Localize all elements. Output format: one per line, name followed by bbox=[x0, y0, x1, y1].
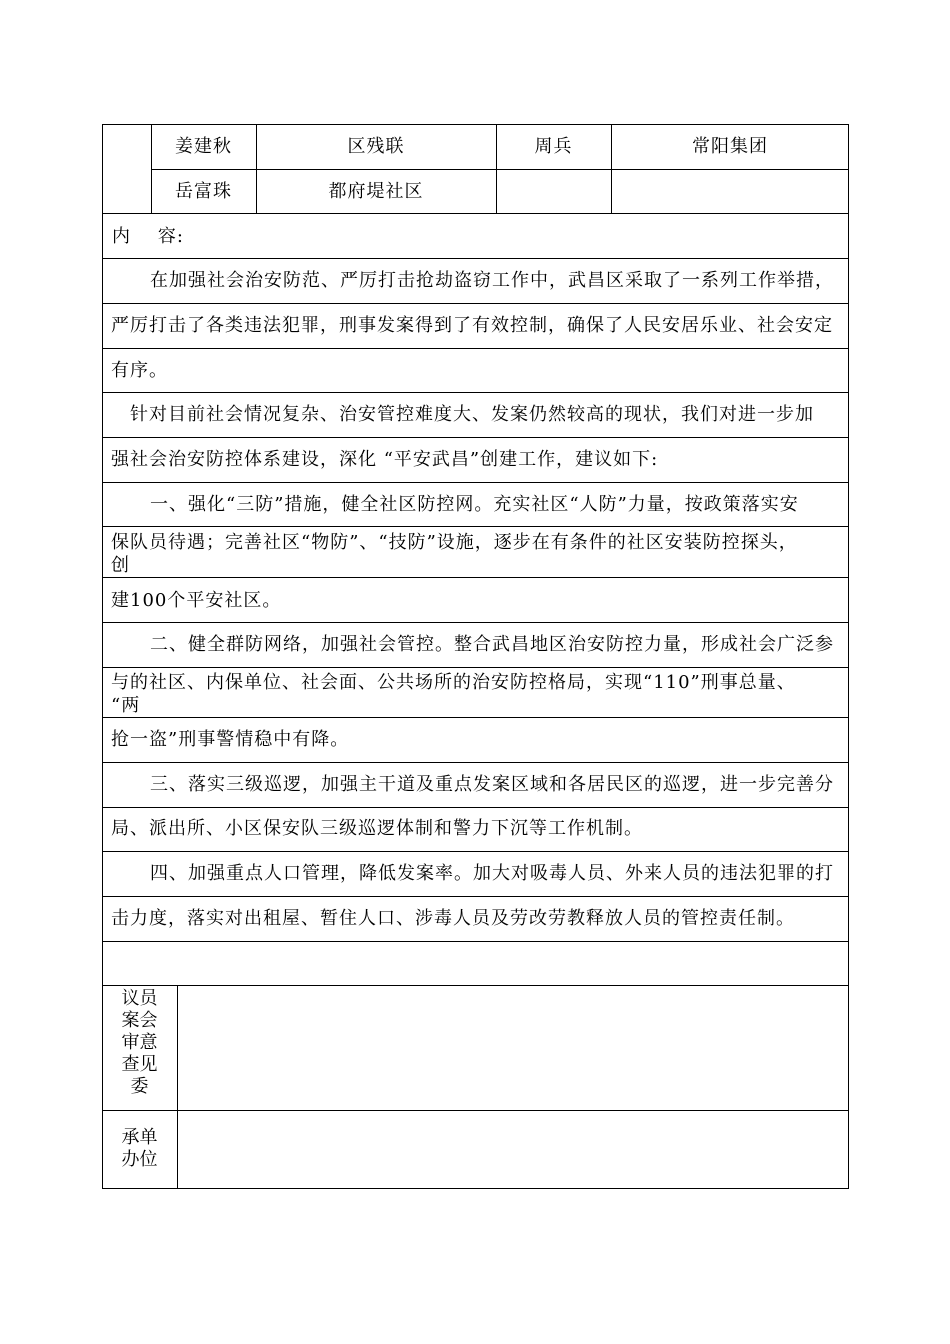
row-divider bbox=[102, 622, 849, 623]
row-divider bbox=[102, 213, 849, 214]
proposer-unit: 都府堤社区 bbox=[328, 181, 424, 202]
content-line: 保队员待遇；完善社区“物防”、“技防”设施，逐步在有条件的社区安装防控探头， bbox=[111, 532, 798, 553]
review-opinion-label: 议员 案会 审意 查见 委 bbox=[121, 988, 158, 1097]
content-line: 二、健全群防网络，加强社会管控。整合武昌地区治安防控力量，形成社会广泛参 bbox=[150, 634, 834, 655]
content-line: 四、加强重点人口管理，降低发案率。加大对吸毒人员、外来人员的违法犯罪的打 bbox=[150, 863, 834, 884]
row-divider bbox=[102, 896, 849, 897]
row-divider bbox=[102, 348, 849, 349]
proposer-name: 姜建秋 bbox=[175, 136, 232, 157]
content-line: “两 bbox=[111, 695, 141, 716]
content-line: 建100个平安社区。 bbox=[111, 590, 282, 611]
content-line: 与的社区、内保单位、社会面、公共场所的治安防控格局，实现“110”刑事总量、 bbox=[111, 672, 796, 693]
content-line: 局、派出所、小区保安队三级巡逻体制和警力下沉等工作机制。 bbox=[111, 818, 643, 839]
content-line: 抢一盗”刑事警情稳中有降。 bbox=[111, 729, 350, 750]
col-divider bbox=[177, 985, 178, 1189]
row-divider bbox=[102, 717, 849, 718]
proposer-unit: 区残联 bbox=[347, 136, 405, 157]
content-line: 击力度，落实对出租屋、暂住人口、涉毒人员及劳改劳教释放人员的管控责任制。 bbox=[111, 908, 795, 929]
content-line: 在加强社会治安防范、严厉打击抢劫盗窃工作中，武昌区采取了一系列工作举措， bbox=[150, 270, 834, 291]
content-line: 严厉打击了各类违法犯罪，刑事发案得到了有效控制，确保了人民安居乐业、社会安定 bbox=[111, 315, 833, 336]
row-divider bbox=[102, 437, 849, 438]
content-line: 强社会治安防控体系建设，深化 “平安武昌”创建工作，建议如下: bbox=[111, 449, 659, 470]
row-divider bbox=[102, 526, 849, 527]
content-line: 一、强化“三防”措施，健全社区防控网。充实社区“人防”力量，按政策落实安 bbox=[150, 494, 799, 515]
row-divider bbox=[102, 807, 849, 808]
row-divider bbox=[102, 762, 849, 763]
content-line: 三、落实三级巡逻，加强主干道及重点发案区域和各居民区的巡逻，进一步完善分 bbox=[150, 774, 834, 795]
row-divider bbox=[102, 1110, 849, 1111]
row-divider bbox=[102, 392, 849, 393]
content-label: 内 容: bbox=[112, 226, 184, 247]
proposer-name: 岳富珠 bbox=[175, 181, 232, 202]
content-line: 创 bbox=[111, 555, 130, 576]
row-divider bbox=[102, 941, 849, 942]
row-divider bbox=[102, 667, 849, 668]
proposer-name: 周兵 bbox=[534, 136, 573, 157]
row-divider bbox=[102, 258, 849, 259]
row-divider bbox=[102, 577, 849, 578]
row-divider bbox=[102, 985, 849, 986]
content-line: 有序。 bbox=[111, 360, 168, 381]
handling-unit-label: 承单 办位 bbox=[121, 1127, 158, 1170]
proposer-unit: 常阳集团 bbox=[692, 136, 768, 157]
row-divider bbox=[102, 482, 849, 483]
row-divider bbox=[102, 303, 849, 304]
content-line: 针对目前社会情况复杂、治安管控难度大、发案仍然较高的现状，我们对进一步加 bbox=[130, 404, 814, 425]
row-divider bbox=[102, 851, 849, 852]
